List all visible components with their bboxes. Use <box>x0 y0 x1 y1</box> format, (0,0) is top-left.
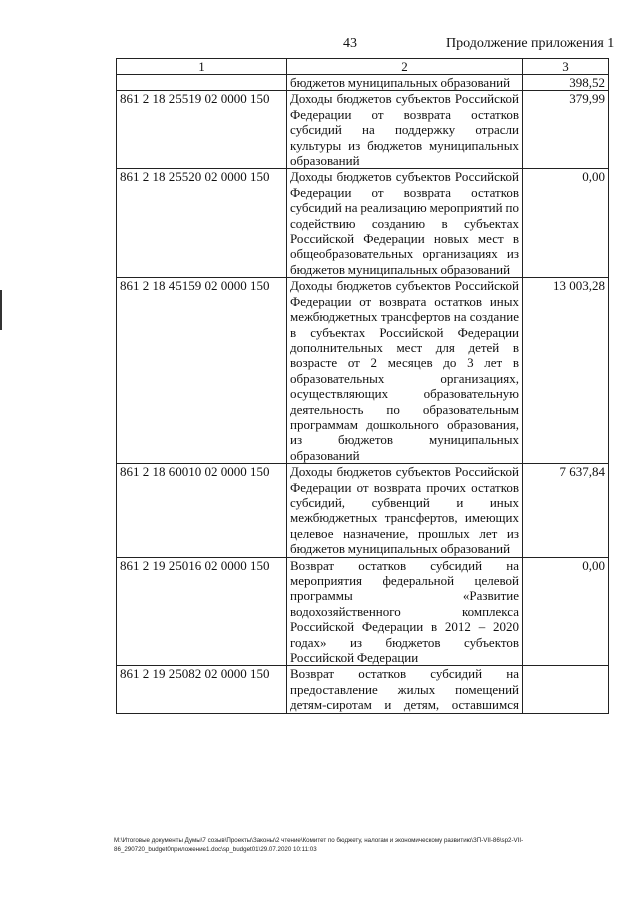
table-row <box>117 91 609 169</box>
revenue-table <box>116 58 609 714</box>
row-amount: 398,52 <box>523 75 609 91</box>
row-description: Доходы бюджетов субъектов Российской Федерации от возврата остатков иных межбюджетных трансфертов на создание в субъектах Российской Федерации дополнительных мест для детей в возрасте от 2 месяцев до 3 лет в образовательных организациях, осуществляющих образовательную деятельность по образовательным программам дошкольного образования, из бюджетов муниципальных образований <box>287 278 523 464</box>
row-amount: 0,00 <box>523 169 609 278</box>
budget-code: 861 2 18 60010 02 0000 150 <box>117 464 287 557</box>
row-description: Доходы бюджетов субъектов Российской Федерации от возврата остатков субсидий на поддержку отрасли культуры из бюджетов муниципальных образований <box>287 91 523 169</box>
document-file-path: M:\Итоговые документы Думы\7 созыв\Проекты\Законы\2 чтение\Комитет по бюджету, налогам и экономическому развитию\ЗП-VII-86\sp2-VII-86_290720_budget0приложение1.doc\sp_budget01\29.07.2020 10:11:03 <box>114 837 524 853</box>
column-header-2: 2 <box>287 59 523 75</box>
row-amount: 379,99 <box>523 91 609 169</box>
row-description: Доходы бюджетов субъектов Российской Федерации от возврата прочих остатков субсидий, субвенций и иных межбюджетных трансфертов, имеющих целевое назначение, прошлых лет из бюджетов муниципальных образований <box>287 464 523 557</box>
scan-margin-mark <box>0 290 2 330</box>
page-number: 43 <box>343 36 357 51</box>
row-description: Возврат остатков субсидий на мероприятия федеральной целевой программы «Развитие водохозяйственного комплекса Российской Федерации в 2012 – 2020 годах» из бюджетов субъектов Российской Федерации <box>287 557 523 666</box>
row-amount <box>523 666 609 713</box>
row-description: Возврат остатков субсидий на предоставление жилых помещений детям-сиротам и детям, оставшимся <box>287 666 523 713</box>
row-description: бюджетов муниципальных образований <box>287 75 523 91</box>
table-row <box>117 75 609 91</box>
table-row <box>117 464 609 557</box>
budget-code: 861 2 19 25082 02 0000 150 <box>117 666 287 713</box>
row-description: Доходы бюджетов субъектов Российской Федерации от возврата остатков субсидий на реализацию мероприятий по содействию созданию в субъектах Российской Федерации новых мест в общеобразовательных организациях из бюджетов муниципальных образований <box>287 169 523 278</box>
table-row <box>117 666 609 713</box>
budget-code <box>117 75 287 91</box>
table-header-row <box>117 59 609 75</box>
row-amount: 7 637,84 <box>523 464 609 557</box>
column-header-3: 3 <box>523 59 609 75</box>
budget-code: 861 2 18 25519 02 0000 150 <box>117 91 287 169</box>
table-row <box>117 169 609 278</box>
budget-code: 861 2 18 25520 02 0000 150 <box>117 169 287 278</box>
row-amount: 0,00 <box>523 557 609 666</box>
budget-code: 861 2 18 45159 02 0000 150 <box>117 278 287 464</box>
continuation-label: Продолжение приложения 1 <box>446 36 615 51</box>
row-amount: 13 003,28 <box>523 278 609 464</box>
budget-code: 861 2 19 25016 02 0000 150 <box>117 557 287 666</box>
table-row <box>117 278 609 464</box>
column-header-1: 1 <box>117 59 287 75</box>
table-row <box>117 557 609 666</box>
